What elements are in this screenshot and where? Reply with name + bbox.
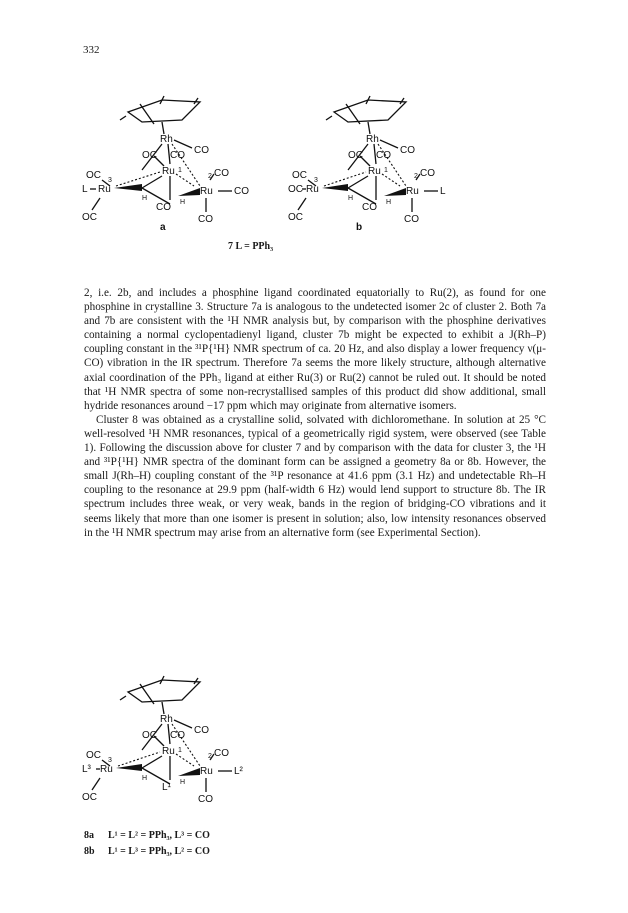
cyclopentadienyl-ring — [120, 676, 200, 704]
co-label: CO — [194, 145, 209, 156]
ru-atom: Ru — [306, 184, 319, 195]
co-label: CO — [198, 794, 213, 805]
ru-number: 2 — [414, 173, 418, 180]
structure-label-a: a — [160, 222, 166, 233]
l-label: L — [440, 186, 446, 197]
structure-7b — [288, 92, 468, 232]
ru-number: 1 — [384, 167, 388, 174]
ru-number: 1 — [178, 747, 182, 754]
page-number: 332 — [83, 44, 100, 56]
ru-number: 3 — [108, 757, 112, 764]
hydride-label: H — [180, 199, 186, 206]
l-label: L — [82, 184, 88, 195]
oc-label: OC — [82, 212, 97, 223]
oc-label: OC — [292, 170, 307, 181]
oc-label: OC — [142, 730, 157, 741]
co-label: CO — [420, 168, 435, 179]
paragraph: 2, i.e. 2b, and includes a phosphine ligand coordinated equatorially to Ru(2), as found for one phosphine in crystalline 3. Structure 7a is analogous to the undetected isomer 2c of cluster 2. Both 7a and 7b are consistent with the ¹H NMR analysis but, by comparison with the phosphine derivatives containing a normal cyclopentadienyl ligand, cluster 7b might be expected to exhibit a J(Rh–P) coupling constant in the ³¹P{¹H} NMR spectrum of ca. 20 Hz, and also display a lower frequency ν(μ-CO) vibration in the IR spectrum. Therefore 7a seems the more likely structure, although alternative axial coordination of the PPh₃ ligand at either Ru(3) or Ru(2) cannot be ruled out. It should be noted that ¹H NMR spectra of some non-recrystallised samples of this product did show additional, small hydride resonances around −17 ppm which may originate from alternative isomers. — [84, 287, 546, 412]
ru-atom: Ru — [200, 186, 213, 197]
legend-row-8a — [84, 830, 210, 841]
ru-atom: Ru — [100, 764, 113, 775]
rh-atom: Rh — [366, 134, 379, 145]
hydride-label: H — [142, 195, 148, 202]
ru-atom: Ru — [200, 766, 213, 777]
l1-label: L¹ — [162, 782, 171, 793]
co-label: CO — [170, 150, 185, 161]
hydride-label: H — [348, 195, 354, 202]
oc-label: OC — [86, 170, 101, 181]
co-label: CO — [170, 730, 185, 741]
ru-number: 3 — [314, 177, 318, 184]
co-label: CO — [194, 725, 209, 736]
hydride-label: H — [180, 779, 186, 786]
structure-label-b: b — [356, 222, 363, 233]
hydride-label: H — [142, 775, 148, 782]
structure-7a — [82, 92, 252, 232]
ru-atom: Ru — [98, 184, 111, 195]
ru-number: 2 — [208, 173, 212, 180]
co-label: CO — [234, 186, 249, 197]
co-label: CO — [156, 202, 171, 213]
ru-atom: Ru — [162, 746, 175, 757]
ru-number: 1 — [178, 167, 182, 174]
co-label: CO — [400, 145, 415, 156]
legend-row-8b — [84, 846, 210, 857]
hydride-label: H — [386, 199, 392, 206]
body-text — [84, 286, 546, 540]
oc-label: OC — [82, 792, 97, 803]
oc-label: OC — [142, 150, 157, 161]
ru-number: 2 — [208, 753, 212, 760]
structure-8 — [82, 672, 262, 812]
co-label: CO — [198, 214, 213, 225]
cyclopentadienyl-ring — [326, 96, 406, 124]
rh-atom: Rh — [160, 134, 173, 145]
co-label: CO — [376, 150, 391, 161]
legend-code: 8a — [84, 830, 94, 841]
co-label: CO — [404, 214, 419, 225]
rh-atom: Rh — [160, 714, 173, 725]
oc-label: OC — [86, 750, 101, 761]
co-label: CO — [214, 168, 229, 179]
ru-atom: Ru — [368, 166, 381, 177]
legend-text: L¹ = L³ = PPh₃, L² = CO — [108, 846, 210, 857]
legend-text: L¹ = L² = PPh₃, L³ = CO — [108, 830, 210, 841]
co-label: CO — [362, 202, 377, 213]
legend-code: 8b — [84, 846, 95, 857]
ru-atom: Ru — [406, 186, 419, 197]
cyclopentadienyl-ring — [120, 96, 200, 124]
l3-label: L³ — [82, 764, 91, 775]
figure-caption: 7 L = PPh₃ — [228, 241, 274, 252]
oc-label: OC — [348, 150, 363, 161]
ru-number: 3 — [108, 177, 112, 184]
oc-label: OC — [288, 212, 303, 223]
oc-label: OC — [288, 184, 303, 195]
l2-label: L² — [234, 766, 243, 777]
paragraph: Cluster 8 was obtained as a crystalline solid, solvated with dichloromethane. In solution at 25 °C well-resolved ¹H NMR resonances, typical of a geometrically rigid system, were observed (see Table 1). Following the discussion above for cluster 7 and by comparison with the data for cluster 3, the ¹H and ³¹P{¹H} NMR spectra of the dominant form can be assigned a geometry 8a or 8b. However, the small J(Rh–H) coupling constant of the ³¹P resonance at 41.6 ppm (3.1 Hz) and undetectable Rh–H coupling to the resonance at 29.9 ppm (half-width 6 Hz) would lend support to structure 8b. The IR spectrum includes three weak, or very weak, bands in the region of bridging-CO vibrations and it seems likely that more than one isomer is present in solution; also, low intensity resonances observed in the ¹H NMR spectrum may arise from an alternative form (see Experimental Section). — [84, 413, 546, 539]
ru-atom: Ru — [162, 166, 175, 177]
co-label: CO — [214, 748, 229, 759]
